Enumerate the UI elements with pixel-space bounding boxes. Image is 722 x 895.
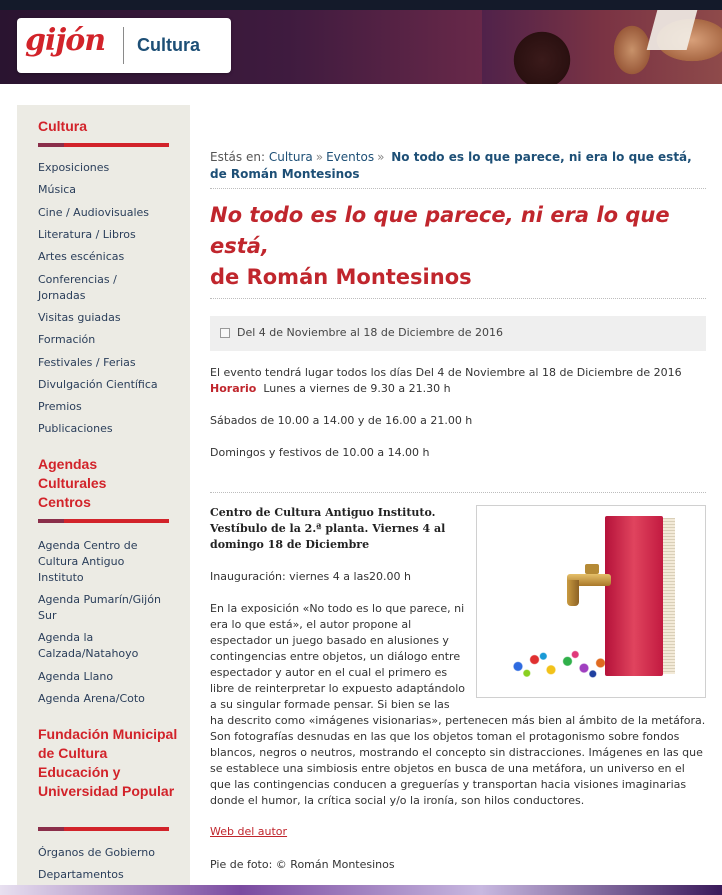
logo-divider xyxy=(123,27,124,64)
author-website-link[interactable]: Web del autor xyxy=(210,825,288,838)
sidebar-item-agenda-pumarin[interactable]: Agenda Pumarín/Gijón Sur xyxy=(38,593,161,622)
sidebar-item-divulgacion[interactable]: Divulgación Científica xyxy=(38,378,158,391)
event-description-wrap: En la exposición «No todo es lo que parece, ni era lo que está», el autor propone al espectador un juego basado en alusiones y contingencias entre objetos, un diálogo entre espectador y autor en el cual el primero es libre de reinterpretar lo expuesto adaptándolo a su singular formade pensar. Si bien se las xyxy=(210,602,465,711)
sidebar-item-publicaciones[interactable]: Publicaciones xyxy=(38,422,113,435)
sidebar-item-departamentos[interactable]: Departamentos xyxy=(38,868,124,881)
horario-saturday: Sábados de 10.00 a 14.00 y de 16.00 a 21.00 h xyxy=(210,414,473,427)
photo-book xyxy=(605,516,663,676)
horario-sunday: Domingos y festivos de 10.00 a 14.00 h xyxy=(210,446,430,459)
inauguracion: Inauguración: viernes 4 a las20.00 h xyxy=(210,570,412,583)
event-date-box xyxy=(210,316,706,351)
breadcrumb-separator: » xyxy=(315,150,324,164)
sidebar-item-conferencias[interactable]: Conferencias / Jornadas xyxy=(38,273,117,302)
sidebar-item-agenda-llano[interactable]: Agenda Llano xyxy=(38,670,114,683)
horario-weekdays: Lunes a viernes de 9.30 a 21.30 h xyxy=(263,382,451,395)
sidebar-divider xyxy=(38,827,169,831)
breadcrumb-prefix: Estás en: xyxy=(210,150,265,164)
sidebar-item-premios[interactable]: Premios xyxy=(38,400,82,413)
page-title xyxy=(210,200,706,293)
breadcrumb xyxy=(210,149,710,183)
sidebar-item-artes-escenicas[interactable]: Artes escénicas xyxy=(38,250,125,263)
divider xyxy=(210,298,706,299)
sidebar-item-visitas-guiadas[interactable]: Visitas guiadas xyxy=(38,311,121,324)
photo-book-pages xyxy=(663,518,675,674)
event-date-range: Del 4 de Noviembre al 18 de Diciembre de 2016 xyxy=(237,326,503,339)
logo-cultura-text: Cultura xyxy=(137,35,200,55)
sidebar-item-agenda-calzada[interactable]: Agenda la Calzada/Natahoyo xyxy=(38,631,139,660)
breadcrumb-separator: » xyxy=(377,150,385,164)
breadcrumb-current: No todo es lo que parece, ni era lo que está, de Román Montesinos xyxy=(210,150,692,181)
event-description-full: ha descrito como «imágenes visionarias», pertenecen más bien al ámbito de la metáfora. Son fotografías desnudas en las que los objetos toman el protagonismo sobre fondos blancos, negros o neutros, mostrando el concepto sin distracciones. Imágenes en las que se establece una simbiosis entre objetos en busca de una metáfora, un universo en el que las contingencias conducen a greguerías y transportan hacia visiones imaginarias donde el humor, la crítica social y/o la ironía, son hilos conductores. xyxy=(210,714,706,807)
sidebar-item-festivales[interactable]: Festivales / Ferias xyxy=(38,356,136,369)
event-venue: Centro de Cultura Antiguo Instituto. Vestíbulo de la 2.ª planta. Viernes 4 al domingo 18 de Diciembre xyxy=(210,506,446,551)
sidebar-item-exposiciones[interactable]: Exposiciones xyxy=(38,161,110,174)
photo-caption: Pie de foto: © Román Montesinos xyxy=(210,858,395,871)
footer-banner xyxy=(0,885,722,895)
schedule-intro-text: El evento tendrá lugar todos los días Del 4 de Noviembre al 18 de Diciembre de 2016 xyxy=(210,366,682,379)
sidebar-item-literatura[interactable]: Literatura / Libros xyxy=(38,228,136,241)
photo-tap-spout xyxy=(567,580,579,606)
sidebar-item-musica[interactable]: Música xyxy=(38,183,77,196)
sidebar-divider xyxy=(38,143,169,147)
sidebar-item-agenda-arena[interactable]: Agenda Arena/Coto xyxy=(38,692,145,705)
site-logo[interactable] xyxy=(17,18,231,73)
photo-tap-handle xyxy=(585,564,599,574)
top-stripe xyxy=(0,0,722,10)
sidebar-section-cultura[interactable]: Cultura xyxy=(38,118,87,134)
event-photo[interactable] xyxy=(476,505,706,698)
horario-label: Horario xyxy=(210,382,257,395)
page-title-italic: No todo es lo que parece, ni era lo que está, xyxy=(210,203,670,258)
divider xyxy=(210,188,706,189)
sidebar-item-organos-gobierno[interactable]: Órganos de Gobierno xyxy=(38,846,155,859)
sidebar-section-agendas[interactable]: Agendas Culturales Centros xyxy=(38,456,107,510)
sidebar-item-cine[interactable]: Cine / Audiovisuales xyxy=(38,206,150,219)
calendar-icon xyxy=(220,328,230,338)
sidebar xyxy=(17,105,190,895)
sidebar-section-fundacion[interactable]: Fundación Municipal de Cultura Educación y Universidad Popular xyxy=(38,726,178,799)
breadcrumb-eventos[interactable]: Eventos xyxy=(326,150,375,164)
breadcrumb-cultura[interactable]: Cultura xyxy=(268,150,313,164)
logo-gijon-text: gijón xyxy=(25,23,106,58)
schedule-intro xyxy=(210,365,706,397)
sidebar-divider xyxy=(38,519,169,523)
sidebar-item-formacion[interactable]: Formación xyxy=(38,333,96,346)
photo-confetti xyxy=(507,646,617,680)
page-title-rest: de Román Montesinos xyxy=(210,265,472,289)
divider xyxy=(210,492,706,493)
sidebar-item-agenda-antiguo-instituto[interactable]: Agenda Centro de Cultura Antiguo Instituto xyxy=(38,539,138,584)
